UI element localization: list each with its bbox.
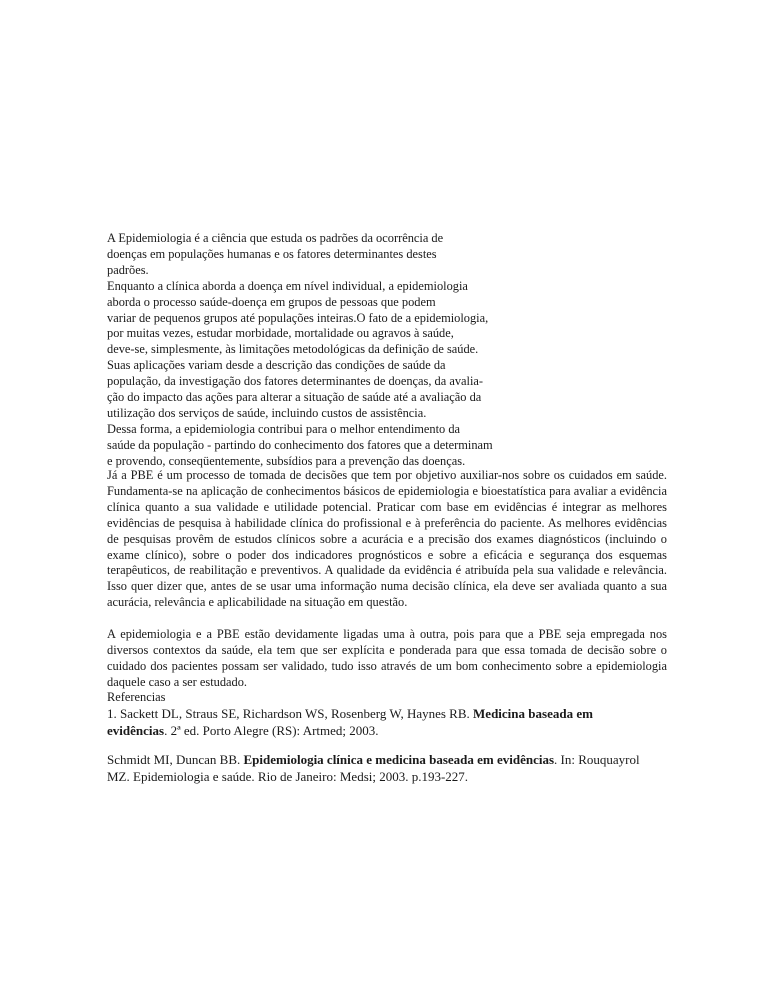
reference-authors: Schmidt MI, Duncan BB. — [107, 752, 244, 767]
reference-details: . In: Rouquayrol MZ. Epidemiologia e saúde. Rio de Janeiro: Medsi; 2003. p.193-227. — [107, 752, 640, 784]
reference-title: Epidemiologia clínica e medicina baseada em evidências — [243, 752, 555, 767]
text-line: Enquanto a clínica aborda a doença em nível individual, a epidemiologia — [107, 278, 468, 293]
text-line: aborda o processo saúde-doença em grupos de pessoas que podem — [107, 294, 436, 309]
references-heading: Referencias — [107, 690, 166, 704]
reference-authors: 1. Sackett DL, Straus SE, Richardson WS, Rosenberg W, Haynes RB. — [107, 706, 474, 721]
text-line: doenças em populações humanas e os fatores determinantes destes — [107, 246, 437, 261]
text-line: utilização dos serviços de saúde, incluindo custos de assistência. — [107, 405, 427, 420]
reference-details: . 2ª ed. Porto Alegre (RS): Artmed; 2003. — [164, 722, 379, 738]
pbe-paragraph: Já a PBE é um processo de tomada de decisões que tem por objetivo auxiliar-nos sobre os cuidados em saúde. Fundamenta-se na aplicação de conhecimentos básicos de epidemiologia e bioestatística para avaliar a evidência clínica quanto a sua validade e utilidade potencial. Praticar com base em evidências é integrar as melhores evidências de pesquisa à habilidade clínica do profissional e à preferência do paciente. As melhores evidências de pesquisas provêm de estudos clínicos sobre a acurácia e a precisão dos exames diagnósticos (incluindo o exame clínico), sobre o poder dos indicadores prognósticos e sobre a eficácia e segurança dos esquemas terapêuticos, de reabilitação e preventivos. A qualidade da evidência é atribuída pela sua validade e relevância. Isso quer dizer que, antes de se usar uma informação numa decisão clínica, ela deve ser avaliada quanto a sua acurácia, relevância e aplicabilidade na situação em questão. — [107, 468, 667, 610]
text-line: e provendo, conseqüentemente, subsídios para a prevenção das doenças. — [107, 453, 466, 468]
reference-item — [107, 752, 647, 785]
reference-item — [107, 706, 647, 739]
text-line: população, da investigação dos fatores determinantes de doenças, da avalia- — [107, 374, 484, 389]
text-line: saúde da população - partindo do conhecimento dos fatores que a determinam — [107, 437, 493, 452]
relation-paragraph: A epidemiologia e a PBE estão devidamente ligadas uma à outra, pois para que a PBE seja empregada nos diversos contextos da saúde, ela tem que ser explícita e ponderada para que essa tomada de decisão sobre o cuidado dos pacientes possam ser validado, tudo isso através de um bom conhecimento sobre a epidemiologia daquele caso a ser estudado. — [107, 627, 667, 689]
intro-text — [107, 231, 493, 470]
text-line: A Epidemiologia é a ciência que estuda os padrões da ocorrência de — [107, 231, 444, 245]
text-line: por muitas vezes, estudar morbidade, mortalidade ou agravos à saúde, — [107, 326, 454, 341]
text-line: ção do impacto das ações para alterar a situação de saúde até a avaliação da — [107, 390, 482, 405]
text-line: deve-se, simplesmente, às limitações metodológicas da definição de saúde. — [107, 342, 479, 357]
reference-title: Medicina baseada em evidências — [107, 706, 593, 738]
text-line: padrões. — [107, 262, 149, 277]
text-line: Suas aplicações variam desde a descrição das condições de saúde da — [107, 358, 446, 373]
text-line: Dessa forma, a epidemiologia contribui para o melhor entendimento da — [107, 421, 461, 436]
text-line: variar de pequenos grupos até populações inteiras.O fato de a epidemiologia, — [107, 310, 489, 325]
